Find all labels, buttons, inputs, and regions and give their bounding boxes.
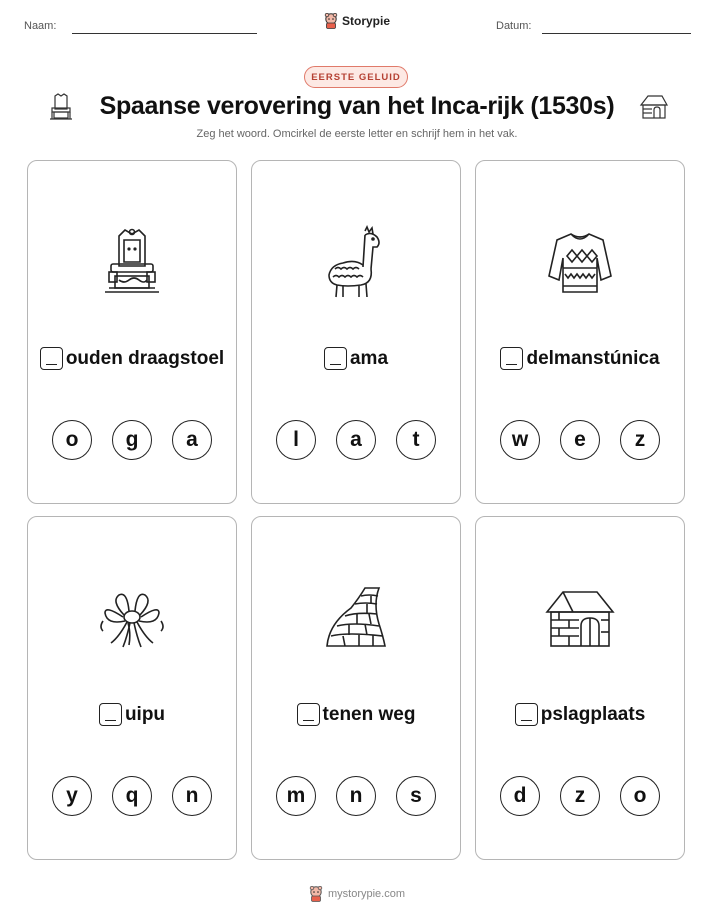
letter-option[interactable]: m xyxy=(276,776,316,816)
letter-option[interactable]: a xyxy=(336,420,376,460)
letter-option[interactable]: o xyxy=(52,420,92,460)
letter-option[interactable]: z xyxy=(620,420,660,460)
letter-option[interactable]: q xyxy=(112,776,152,816)
letter-option[interactable]: d xyxy=(500,776,540,816)
exercise-card-5 xyxy=(251,516,461,860)
category-badge: EERSTE GELUID xyxy=(304,66,408,88)
partial-word: pslagplaats xyxy=(540,703,646,725)
exercise-card-4 xyxy=(27,516,237,860)
exercise-card-6 xyxy=(475,516,685,860)
throne-icon xyxy=(99,226,165,300)
partial-word: ama xyxy=(349,347,389,369)
partial-word: uipu xyxy=(124,703,166,725)
word-row xyxy=(28,703,236,726)
answer-box[interactable] xyxy=(500,347,523,370)
letter-choices xyxy=(252,776,460,816)
letter-option[interactable]: o xyxy=(620,776,660,816)
date-label: Datum: xyxy=(496,20,532,32)
date-line[interactable] xyxy=(542,33,691,34)
answer-box[interactable] xyxy=(40,347,63,370)
letter-option[interactable]: l xyxy=(276,420,316,460)
brand-logo xyxy=(0,13,714,29)
word-row xyxy=(28,347,236,370)
exercise-card-2 xyxy=(251,160,461,504)
stone-road-icon xyxy=(321,584,391,654)
partial-word: delmanstúnica xyxy=(526,347,660,369)
letter-option[interactable]: a xyxy=(172,420,212,460)
letter-option[interactable]: z xyxy=(560,776,600,816)
word-row xyxy=(476,703,684,726)
letter-choices xyxy=(252,420,460,460)
partial-word: tenen weg xyxy=(322,703,416,725)
word-row xyxy=(252,347,460,370)
answer-box[interactable] xyxy=(515,703,538,726)
word-row xyxy=(476,347,684,370)
partial-word: ouden draagstoel xyxy=(65,347,225,369)
instructions: Zeg het woord. Omcirkel de eerste letter en schrijf hem in het vak. xyxy=(196,128,518,140)
page-title: Spaanse verovering van het Inca-rijk (1530s) xyxy=(99,92,615,120)
brand-name: Storypie xyxy=(341,14,390,28)
letter-option[interactable]: n xyxy=(336,776,376,816)
letter-option[interactable]: n xyxy=(172,776,212,816)
letter-option[interactable]: t xyxy=(396,420,436,460)
exercise-card-1 xyxy=(27,160,237,504)
llama-icon xyxy=(321,225,391,301)
word-row xyxy=(252,703,460,726)
letter-option[interactable]: e xyxy=(560,420,600,460)
storehouse-icon xyxy=(543,586,617,652)
name-line[interactable] xyxy=(72,33,257,34)
footer xyxy=(0,886,714,902)
exercise-card-3 xyxy=(475,160,685,504)
letter-option[interactable]: g xyxy=(112,420,152,460)
letter-option[interactable]: y xyxy=(52,776,92,816)
storypie-mascot-icon xyxy=(309,886,323,902)
letter-option[interactable]: s xyxy=(396,776,436,816)
letter-choices xyxy=(28,776,236,816)
footer-url[interactable]: mystorypie.com xyxy=(327,888,406,900)
quipu-icon xyxy=(97,587,167,651)
answer-box[interactable] xyxy=(99,703,122,726)
answer-box[interactable] xyxy=(297,703,320,726)
storypie-mascot-icon xyxy=(324,13,338,29)
letter-choices xyxy=(28,420,236,460)
letter-choices xyxy=(476,420,684,460)
sweater-icon xyxy=(545,228,615,298)
name-label: Naam: xyxy=(24,20,57,32)
letter-choices xyxy=(476,776,684,816)
storehouse-icon xyxy=(638,92,670,122)
letter-option[interactable]: w xyxy=(500,420,540,460)
answer-box[interactable] xyxy=(324,347,347,370)
